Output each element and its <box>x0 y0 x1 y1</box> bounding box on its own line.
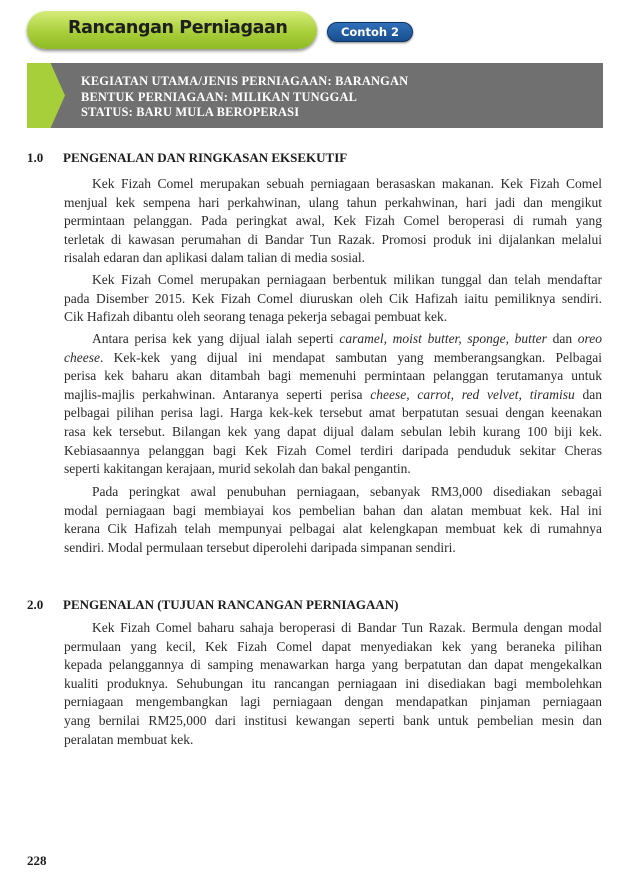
paragraph-line: kerana Cik Hafizah telah mempunyai pelbagai alat kelengkapan membuat kek di rumahnya <box>64 521 602 537</box>
paragraph-line: menjual kek sempena hari perkahwinan, ulang tahun perkahwinan, hari jadi dan mengikut <box>64 194 602 210</box>
paragraph-line: sendiri. Modal permulaan tersebut diperolehi daripada simpanan sendiri. <box>64 539 456 555</box>
section-number: 1.0 <box>27 150 44 165</box>
document-title: Rancangan Perniagaan <box>68 18 288 38</box>
info-line-status: STATUS: BARU MULA BEROPERASI <box>81 105 300 119</box>
paragraph-line: Antara perisa kek yang dijual ialah seperti caramel, moist butter, sponge, butter dan oreo <box>92 331 602 346</box>
business-info-lines <box>81 74 408 121</box>
paragraph-line: pada Disember 2015. Kek Fizah Comel diuruskan oleh Cik Hafizah iaitu pemiliknya sendiri. <box>64 290 602 306</box>
paragraph-line: Kek Fizah Comel merupakan perniagaan berbentuk milikan tunggal dan telah mendaftar <box>92 272 602 287</box>
paragraph-line: terletak di kawasan perumahan di Bandar Tun Razak. Promosi produk ini dijalankan melalui <box>64 231 602 247</box>
paragraph-line: rasa kek tersebut. Bilangan kek yang dapat dijual dalam sebulan lebih kurang 100 biji kek. <box>64 423 602 439</box>
paragraph-line: risalah edaran dan aplikasi dalam talian di media sosial. <box>64 250 366 266</box>
paragraph-line: permulaan yang kecil, Kek Fizah Comel dapat menyediakan kek yang beraneka pilihan <box>64 638 602 654</box>
example-badge: Contoh 2 <box>327 22 413 42</box>
paragraph-line: modal perniagaan bagi membiayai kos pembelian bahan dan alatan membuat kek. Hal ini <box>64 502 602 518</box>
paragraph-line: Cik Hafizah dibantu oleh seorang tenaga pekerja sebagai pembuat kek. <box>64 309 448 325</box>
page-number: 228 <box>27 853 47 868</box>
paragraph-line: kualiti produknya. Sehubungan itu rancangan perniagaan ini disediakan bagi membolehkan <box>64 675 602 691</box>
section-heading-2 <box>27 597 398 613</box>
section-heading-1 <box>27 150 347 166</box>
info-line-ownership: BENTUK PERNIAGAAN: MILIKAN TUNGGAL <box>81 89 358 104</box>
paragraph-line: pelbagai pilihan perisa lagi. Harga kek-kek tersebut amat berpatutan sesuai dengan keenakan <box>64 405 602 421</box>
paragraph-line: Pada peringkat awal penubuhan perniagaan, sebanyak RM3,000 disediakan sebagai <box>92 484 602 499</box>
paragraph <box>64 619 602 749</box>
paragraph-line: perisa kek baharu akan ditambah bagi memenuhi permintaan pelanggan terutamanya untuk <box>64 368 602 384</box>
paragraph <box>64 271 602 327</box>
business-info-bar <box>27 63 603 128</box>
paragraph-line: majlis-majlis perkahwinan. Antaranya seperti perisa cheese, carrot, red velvet, tiramisu dan <box>64 386 602 402</box>
paragraph-line: permintaan pelanggan. Pada peringkat awal, Kek Fizah Comel beroperasi di rumah yang <box>64 213 602 229</box>
paragraph-line: Kebiasaannya pelanggan bagi Kek Fizah Comel terdiri daripada penduduk sekitar Cheras <box>64 442 602 458</box>
paragraph-line: cheese. Kek-kek yang dijual ini mendapat sambutan yang memberangsangkan. Pelbagai <box>64 349 602 365</box>
paragraph-line: kepada pelanggannya di samping menawarkan harga yang berpatutan dan dapat mengekalkan <box>64 657 602 673</box>
paragraph-line: peralatan membuat kek. <box>64 731 194 747</box>
paragraph-line: yang bernilai RM25,000 dari institusi kewangan seperti bank untuk pembelian mesin dan <box>64 712 602 728</box>
section-title: PENGENALAN DAN RINGKASAN EKSEKUTIF <box>63 150 348 165</box>
paragraph <box>64 330 602 479</box>
section-number: 2.0 <box>27 597 44 612</box>
paragraph-line: Kek Fizah Comel baharu sahaja beroperasi di Bandar Tun Razak. Bermula dengan modal <box>92 620 602 635</box>
section-title: PENGENALAN (TUJUAN RANCANGAN PERNIAGAAN) <box>63 597 399 612</box>
paragraph-line: perniagaan mengembangkan lagi perniagaan dengan mendapatkan pinjaman perniagaan <box>64 694 602 710</box>
info-line-activity: KEGIATAN UTAMA/JENIS PERNIAGAAN: BARANGAN <box>81 74 409 88</box>
chevron-arrow-icon <box>27 63 65 128</box>
paragraph <box>64 483 602 557</box>
paragraph-line: Kek Fizah Comel merupakan sebuah perniagaan berasaskan makanan. Kek Fizah Comel <box>92 176 602 191</box>
paragraph <box>64 175 602 268</box>
paragraph-line: seperti kakitangan kerajaan, murid sekolah dan bakal pengantin. <box>64 461 411 477</box>
